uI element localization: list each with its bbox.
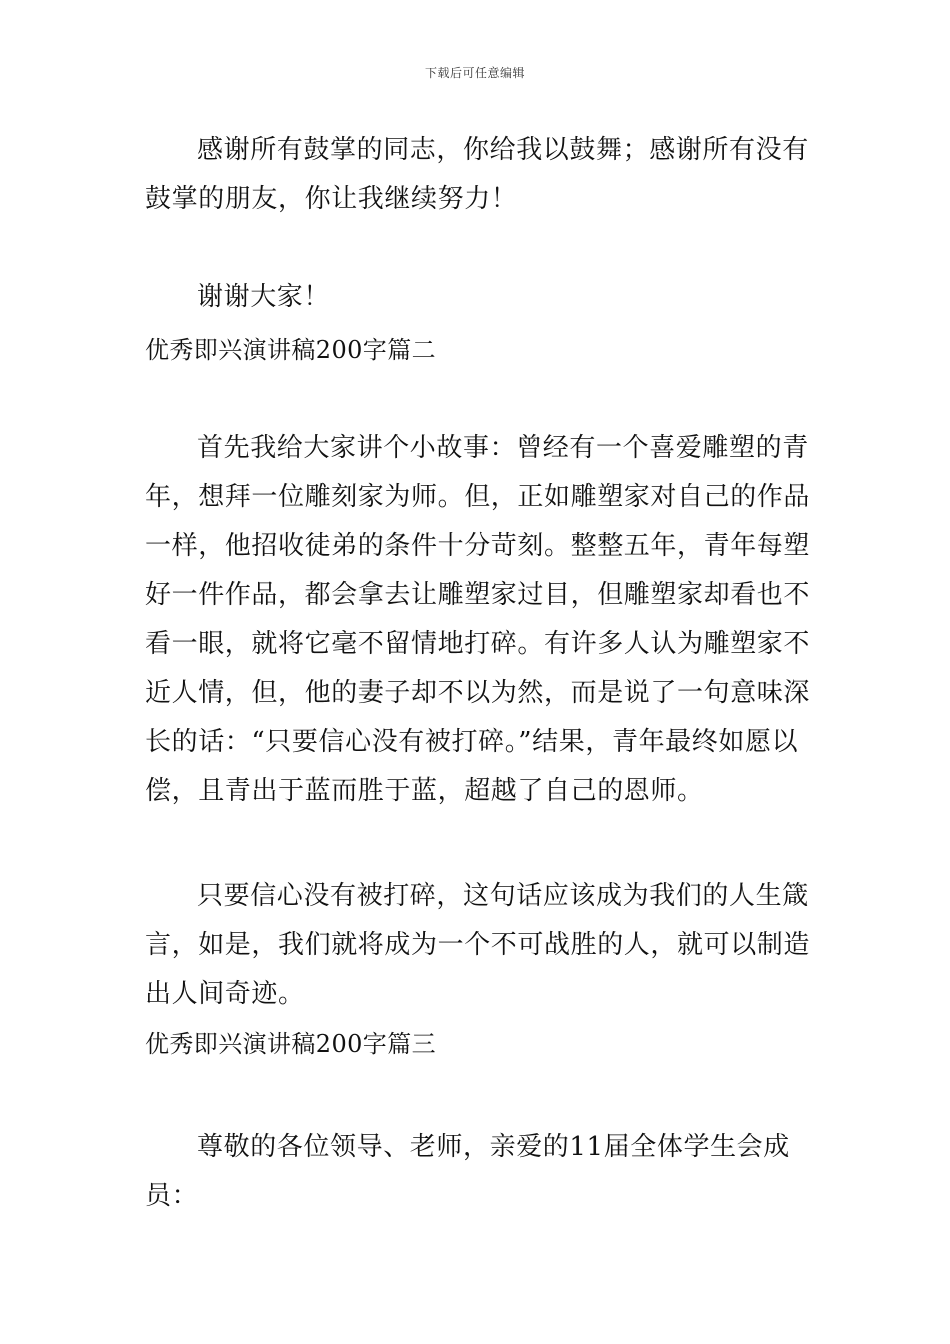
paragraph-thank-you-all: 谢谢大家！ — [197, 282, 331, 312]
paragraph-greeting: 尊敬的各位领导、老师，亲爱的11届全体学生会成员： — [145, 1132, 790, 1211]
section-heading-2: 优秀即兴演讲稿200字篇二 — [145, 336, 437, 364]
page-header: 下载后可任意编辑 — [424, 66, 525, 80]
section-heading-3: 优秀即兴演讲稿200字篇三 — [145, 1030, 437, 1058]
paragraph-story: 首先我给大家讲个小故事：曾经有一个喜爱雕塑的青年，想拜一位雕刻家为师。但，正如雕塑家对自己的作品一样，他招收徒弟的条件十分苛刻。整整五年，青年每塑好一件作品，都会拿去让雕塑家过目，但雕塑家却看也不看一眼，就将它毫不留情地打碎。有许多人认为雕塑家不近人情，但，他的妻子却不以为然，而是说了一句意味深长的话：“只要信心没有被打碎。”结果，青年最终如愿以偿，且青出于蓝而胜于蓝，超越了自己的恩师。 — [145, 433, 811, 806]
paragraph-motto: 只要信心没有被打碎，这句话应该成为我们的人生箴言，如是，我们就将成为一个不可战胜的人，就可以制造出人间奇迹。 — [145, 881, 811, 1009]
paragraph-thanks: 感谢所有鼓掌的同志，你给我以鼓舞；感谢所有没有鼓掌的朋友，你让我继续努力！ — [145, 135, 809, 214]
